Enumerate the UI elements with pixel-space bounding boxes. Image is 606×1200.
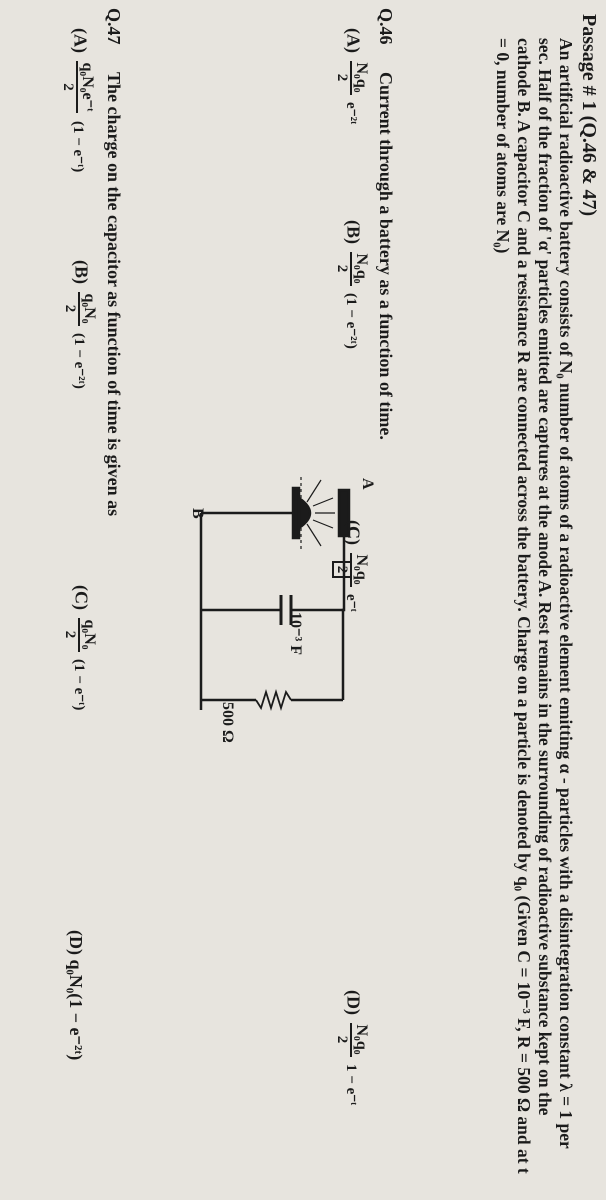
q47-option-c-label: (C) xyxy=(71,585,92,610)
q46-option-b[interactable] xyxy=(333,220,370,349)
q47-option-c-tail: (1 − e⁻ᵗ) xyxy=(71,659,87,711)
q47-option-a[interactable] xyxy=(59,28,98,172)
q46-option-a-fraction xyxy=(333,61,370,95)
radioactive-source-icon xyxy=(299,498,310,528)
q46-option-d-label: (D) xyxy=(343,990,364,1015)
q46-option-b-fraction xyxy=(333,252,370,286)
capacitor-label: 10⁻³ F xyxy=(287,612,304,656)
q46-option-b-denominator: 2 xyxy=(334,264,350,273)
q46-option-b-label: (B) xyxy=(343,220,364,244)
q46-option-d-tail: 1 − e⁻ᵗ xyxy=(343,1064,359,1106)
q46-option-c-fraction xyxy=(333,553,370,587)
q47-option-a-fraction xyxy=(59,61,98,114)
q47-option-c-denominator: 2 xyxy=(62,630,78,639)
cathode-plate xyxy=(293,488,299,538)
cathode-label: B xyxy=(189,508,206,519)
q47-number: Q.47 xyxy=(104,8,124,45)
q47-option-c-fraction xyxy=(61,618,98,652)
q46-option-d-denominator: 2 xyxy=(334,1035,350,1044)
q46-option-b-tail: (1 − e⁻²ᵗ) xyxy=(343,293,359,349)
q47-option-c[interactable] xyxy=(61,585,98,710)
q46-number: Q.46 xyxy=(376,8,396,45)
q46-option-c-denominator: 2 xyxy=(332,561,352,579)
q47-option-b-tail: (1 − e⁻²ᵗ) xyxy=(71,333,87,389)
q47-text: The charge on the capacitor as function of time is given as xyxy=(104,72,124,517)
anode-label: A xyxy=(359,478,376,490)
q47-option-b[interactable] xyxy=(61,260,98,389)
q46-option-d[interactable] xyxy=(333,990,370,1105)
q46-option-a-label: (A) xyxy=(343,28,364,53)
q46-option-a-tail: e⁻²ᵗ xyxy=(343,102,359,125)
q47-option-b-label: (B) xyxy=(71,260,92,284)
passage-header: Passage # 1 (Q.46 & 47) xyxy=(578,14,600,217)
q46-option-c-tail: e⁻ᵗ xyxy=(343,594,359,612)
q47-option-b-denominator: 2 xyxy=(62,304,78,313)
q47-option-a-tail: (1 − e⁻ᵗ) xyxy=(70,120,86,173)
q46-text: Current through a battery as a function of time. xyxy=(376,72,396,440)
resistor-label: 500 Ω xyxy=(219,702,236,743)
q47-option-b-fraction xyxy=(61,292,98,326)
q47-option-a-label: (A) xyxy=(70,28,91,53)
q47-option-d-label: (D) xyxy=(66,930,86,955)
resistor-zigzag xyxy=(256,692,291,708)
q47-option-b-numerator: q₀N₀ xyxy=(78,292,98,326)
q46-option-b-numerator: N₀q₀ xyxy=(350,252,370,286)
q47-option-a-denominator: 2 xyxy=(60,83,76,91)
passage-text-block xyxy=(492,38,576,1178)
q47-option-c-numerator: q₀N₀ xyxy=(78,618,98,652)
passage-text: An artificial radioactive battery consists of N₀ number of atoms of a radioactive element emitting α - particles with a disintegration constant λ = 1 per sec. Half of the fraction of 'α' particles emitted are captures at the anode A. Rest remains in the surrounding of radioactive substance kept on the cathode B. A capacitor C and a resistance R are connected across the battery. Charge on a particle is denoted by q₀ (Given C = 10⁻³ F, R = 500 Ω and at t = 0, number of atoms are N₀) xyxy=(493,38,576,1174)
q46-option-c-label: (C) xyxy=(343,520,364,545)
q47-option-d-text: q₀N₀(1 − e⁻²ᵗ) xyxy=(66,959,86,1061)
q46-option-d-fraction xyxy=(333,1023,370,1057)
q47-option-a-numerator: q₀N₀e⁻ᵗ xyxy=(76,61,98,114)
q46-option-c-numerator: N₀q₀ xyxy=(350,553,370,587)
q46-option-a-numerator: N₀q₀ xyxy=(350,61,370,95)
q47-option-d[interactable] xyxy=(65,930,86,1060)
q46-option-a[interactable] xyxy=(333,28,370,124)
battery-circuit-diagram xyxy=(181,440,351,860)
q46-option-c[interactable] xyxy=(333,520,370,612)
q46-option-d-numerator: N₀q₀ xyxy=(350,1023,370,1057)
q46-option-a-denominator: 2 xyxy=(334,73,350,82)
